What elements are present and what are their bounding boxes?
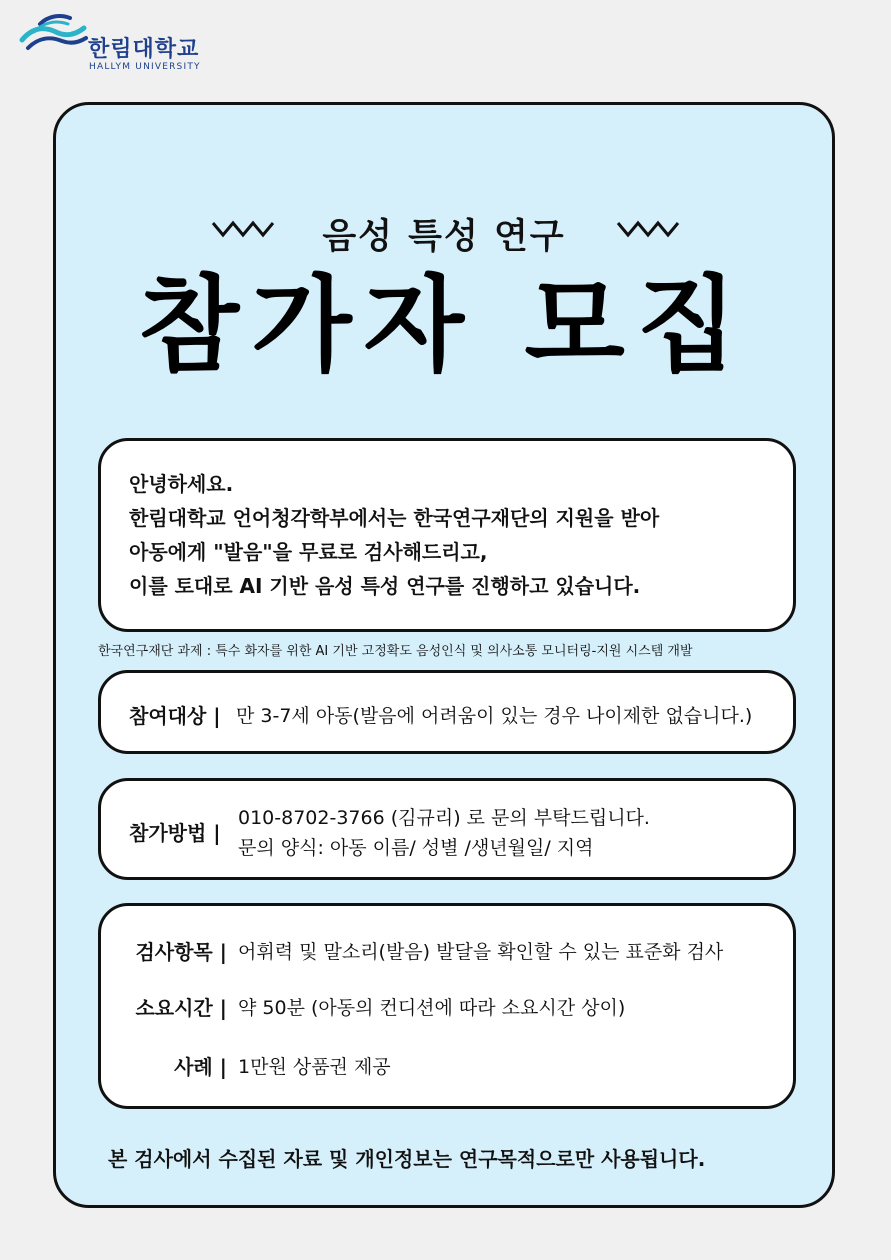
privacy-footer: 본 검사에서 수집된 자료 및 개인정보는 연구목적으로만 사용됩니다. bbox=[108, 1147, 706, 1171]
method-label: 참가방법 | bbox=[129, 821, 221, 845]
poster-title: 참가자 모집 bbox=[138, 264, 750, 386]
zigzag-decoration-icon bbox=[616, 219, 682, 239]
intro-card bbox=[98, 438, 796, 632]
method-form-line: 문의 양식: 아동 이름/ 성별 /생년월일/ 지역 bbox=[238, 837, 594, 859]
logo-korean-name: 한림대학교 bbox=[88, 37, 200, 62]
details-card bbox=[98, 903, 796, 1109]
subtitle-row bbox=[56, 205, 832, 255]
wave-logo-icon bbox=[18, 10, 88, 56]
time-label: 소요시간 | bbox=[135, 996, 227, 1020]
time-text: 약 50분 (아동의 컨디션에 따라 소요시간 상이) bbox=[238, 997, 626, 1019]
target-text: 만 3-7세 아동(발음에 어려움이 있는 경우 나이제한 없습니다.) bbox=[236, 705, 753, 727]
university-logo bbox=[18, 10, 218, 74]
reward-text: 1만원 상품권 제공 bbox=[238, 1056, 391, 1078]
intro-line: 이를 토대로 AI 기반 음성 특성 연구를 진행하고 있습니다. bbox=[129, 574, 641, 598]
intro-line: 한림대학교 언어청각학부에서는 한국연구재단의 지원을 받아 bbox=[129, 506, 660, 530]
method-phone-line: 010-8702-3766 (김규리) 로 문의 부탁드립니다. bbox=[238, 807, 650, 829]
test-text: 어휘력 및 말소리(발음) 발달을 확인할 수 있는 표준화 검사 bbox=[238, 941, 724, 963]
reward-label: 사례 | bbox=[174, 1055, 227, 1079]
target-label: 참여대상 | bbox=[129, 704, 221, 728]
logo-english-name: HALLYM UNIVERSITY bbox=[89, 62, 201, 72]
recruitment-poster bbox=[53, 102, 835, 1208]
project-note: 한국연구재단 과제 : 특수 화자를 위한 AI 기반 고정확도 음성인식 및 의사소통 모니터링-지원 시스템 개발 bbox=[98, 644, 693, 659]
method-card bbox=[98, 778, 796, 880]
intro-line: 안녕하세요. bbox=[129, 472, 234, 496]
poster-subtitle: 음성 특성 연구 bbox=[322, 217, 566, 257]
test-label: 검사항목 | bbox=[135, 940, 227, 964]
target-card bbox=[98, 670, 796, 754]
intro-line: 아동에게 "발음"을 무료로 검사해드리고, bbox=[129, 540, 488, 564]
